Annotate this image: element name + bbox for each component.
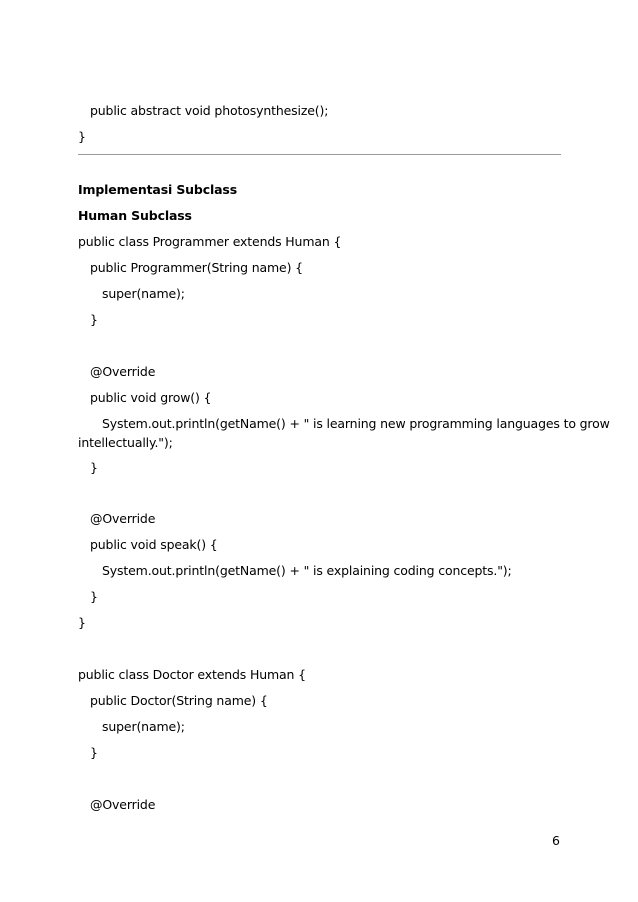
code-line: intellectually."); [78, 435, 173, 450]
code-line: } [78, 129, 86, 144]
code-line: public class Programmer extends Human { [78, 234, 342, 249]
code-line: } [90, 589, 98, 604]
code-line: public abstract void photosynthesize(); [90, 103, 329, 118]
code-line: public Doctor(String name) { [90, 693, 268, 708]
code-line: super(name); [102, 719, 185, 734]
code-line: @Override [90, 511, 156, 526]
code-line: @Override [90, 797, 156, 812]
subsection-heading: Human Subclass [78, 208, 192, 223]
horizontal-rule [78, 154, 561, 155]
code-line: public Programmer(String name) { [90, 260, 303, 275]
code-line: public class Doctor extends Human { [78, 667, 306, 682]
section-heading: Implementasi Subclass [78, 182, 237, 197]
code-line: System.out.println(getName() + " is learning new programming languages to grow [102, 416, 610, 431]
code-line: @Override [90, 364, 156, 379]
code-line: super(name); [102, 286, 185, 301]
page-number: 6 [552, 833, 560, 848]
code-line: } [90, 312, 98, 327]
code-line: } [90, 745, 98, 760]
code-line: } [78, 615, 86, 630]
code-line: System.out.println(getName() + " is explaining coding concepts."); [102, 563, 512, 578]
code-line: } [90, 460, 98, 475]
code-line: public void speak() { [90, 537, 218, 552]
code-line: public void grow() { [90, 390, 212, 405]
